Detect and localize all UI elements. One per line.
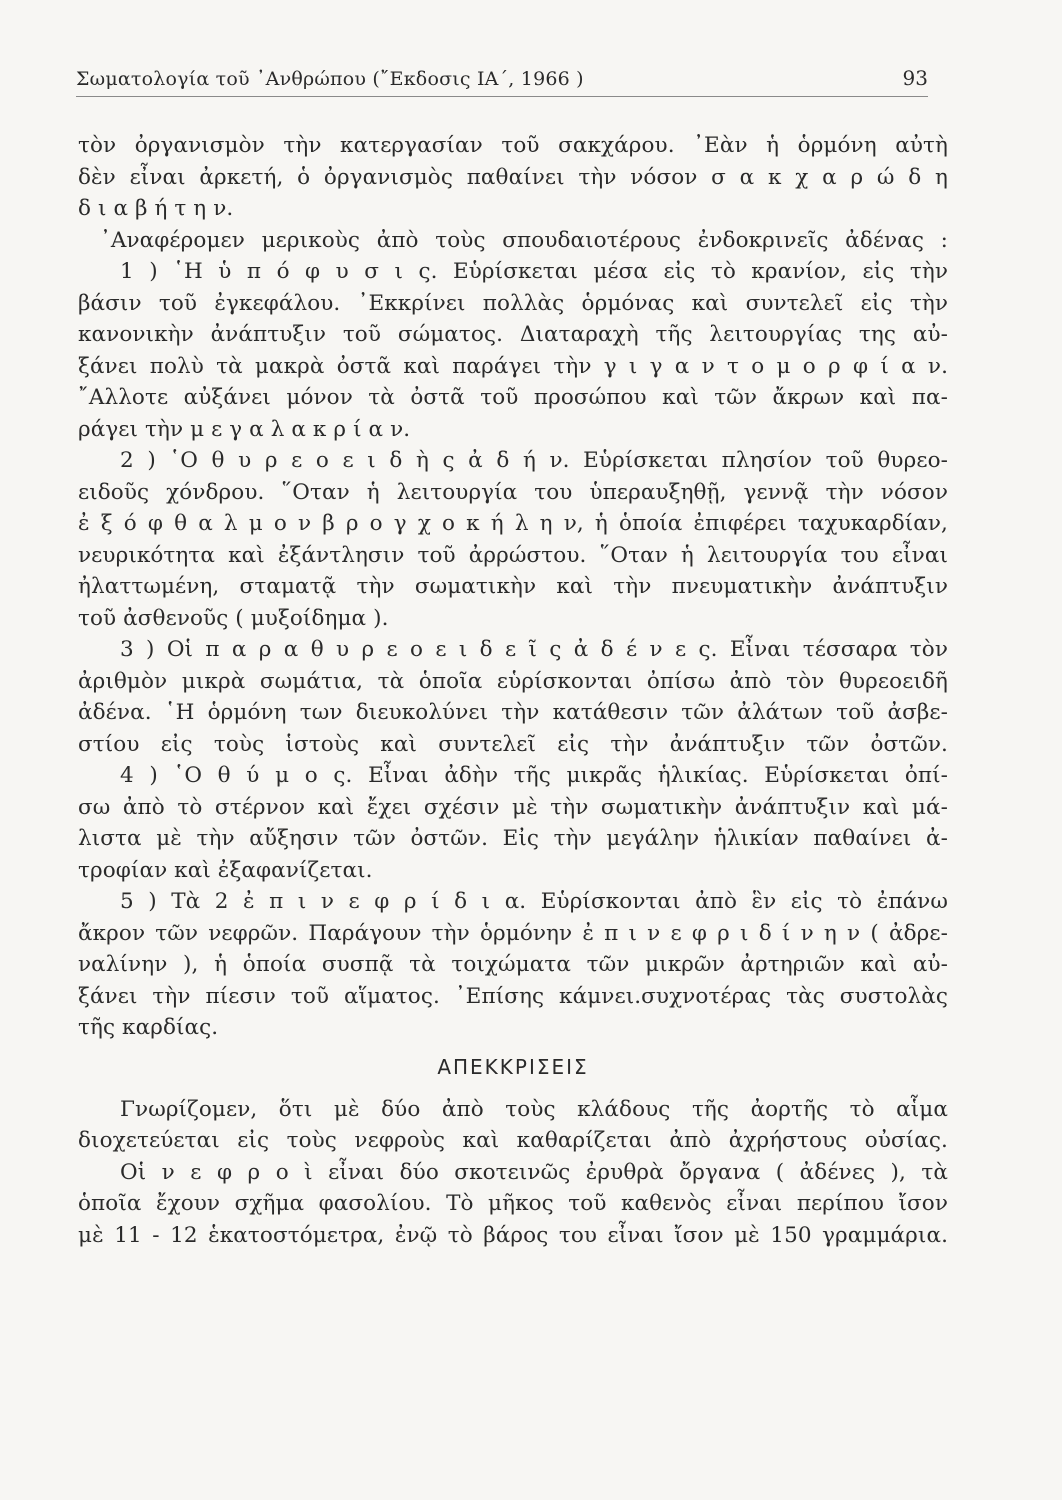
text-line: 3 ) Οἱ π α ρ α θ υ ρ ε ο ε ι δ ε ῖ ς ἀ δ έ ν ε ς. Εἶναι τέσσαρα τὸν: [120, 637, 948, 662]
section-heading: ΑΠΕΚΚΡΙΣΕΙΣ: [437, 1054, 589, 1079]
text-line: διοχετεύεται εἰς τοὺς νεφροὺς καὶ καθαρίζεται ἀπὸ ἀχρήστους οὐσίας.: [78, 1128, 948, 1153]
text-line: τὸν ὀργανισμὸν τὴν κατεργασίαν τοῦ σακχάρου. ᾿Εὰν ἡ ὁρμόνη αὐτὴ: [78, 133, 948, 158]
text-line: ξάνει πολὺ τὰ μακρὰ ὀστᾶ καὶ παράγει τὴν γ ι γ α ν τ ο μ ο ρ φ ί α ν.: [78, 353, 948, 379]
text-line: 2 ) ῾Ο θ υ ρ ε ο ε ι δ ὴ ς ἀ δ ή ν. Εὑρίσκεται πλησίον τοῦ θυρεο-: [120, 448, 948, 473]
text-line: ἠλαττωμένη, σταματᾷ τὴν σωματικὴν καὶ τὴν πνευματικὴν ἀνάπτυξιν: [78, 574, 948, 599]
text-line: λιστα μὲ τὴν αὔξησιν τῶν ὀστῶν. Εἰς τὴν μεγάλην ἡλικίαν παθαίνει ἀ-: [78, 826, 948, 851]
text-line: κανονικὴν ἀνάπτυξιν τοῦ σώματος. Διαταραχὴ τῆς λειτουργίας της αὐ-: [78, 322, 948, 347]
text-line: τῆς καρδίας.: [78, 1015, 219, 1040]
text-line: Οἱ ν ε φ ρ ο ὶ εἶναι δύο σκοτεινῶς ἐρυθρὰ ὄργανα ( ἀδένες ), τὰ: [120, 1159, 948, 1185]
text-line: ᾿Αναφέρομεν μερικοὺς ἀπὸ τοὺς σπουδαιοτέρους ἐνδοκρινεῖς ἀδένας :: [100, 227, 948, 253]
text-line: στίου εἰς τοὺς ἱστοὺς καὶ συντελεῖ εἰς τὴν ἀνάπτυξιν τῶν ὀστῶν.: [78, 731, 948, 757]
text-line: τοῦ ἀσθενοῦς ( μυξοίδημα ).: [78, 605, 389, 631]
text-line: ξάνει τὴν πίεσιν τοῦ αἵματος. ᾿Επίσης κάμνει.συχνοτέρας τὰς συστολὰς: [78, 983, 948, 1009]
text-line: ἀριθμὸν μικρὰ σωμάτια, τὰ ὁποῖα εὑρίσκονται ὀπίσω ἀπὸ τὸν θυρεοειδῆ: [78, 668, 948, 694]
text-line: ναλίνην ), ἡ ὁποία συσπᾷ τὰ τοιχώματα τῶν μικρῶν ἀρτηριῶν καὶ αὐ-: [78, 952, 948, 977]
text-line: ἐ ξ ό φ θ α λ μ ο ν β ρ ο γ χ ο κ ή λ η ν, ἡ ὁποία ἐπιφέρει ταχυκαρδίαν,: [78, 511, 948, 536]
text-line: τροφίαν καὶ ἐξαφανίζεται.: [78, 857, 373, 883]
text-line: ἄκρον τῶν νεφρῶν. Παράγουν τὴν ὁρμόνην ἐ π ι ν ε φ ρ ι δ ί ν η ν ( ἀδρε-: [78, 920, 948, 946]
text-line: δὲν εἶναι ἀρκετή, ὁ ὀργανισμὸς παθαίνει τὴν νόσον σ α κ χ α ρ ώ δ η: [78, 164, 948, 190]
text-line: ὁποῖα ἔχουν σχῆμα φασολίου. Τὸ μῆκος τοῦ καθενὸς εἶναι περίπου ἴσον: [78, 1191, 948, 1216]
text-line: Γνωρίζομεν, ὅτι μὲ δύο ἀπὸ τοὺς κλάδους τῆς ἀορτῆς τὸ αἷμα: [120, 1096, 948, 1122]
text-line: νευρικότητα καὶ ἐξάντλησιν τοῦ ἀρρώστου. ῞Οταν ἡ λειτουργία του εἶναι: [78, 542, 948, 568]
text-line: ράγει τὴν μ ε γ α λ α κ ρ ί α ν.: [78, 416, 411, 442]
text-line: δ ι α β ή τ η ν.: [78, 196, 234, 221]
text-line: ειδοῦς χόνδρου. ῞Οταν ἡ λειτουργία του ὑπεραυξηθῇ, γεννᾷ τὴν νόσον: [78, 479, 948, 505]
page-header: [76, 64, 928, 97]
text-line: βάσιν τοῦ ἐγκεφάλου. ᾿Εκκρίνει πολλὰς ὁρμόνας καὶ συντελεῖ εἰς τὴν: [78, 290, 948, 316]
text-line: μὲ 11 - 12 ἑκατοστόμετρα, ἐνῷ τὸ βάρος του εἶναι ἴσον μὲ 150 γραμμάρια.: [78, 1222, 948, 1248]
text-line: σω ἀπὸ τὸ στέρνον καὶ ἔχει σχέσιν μὲ τὴν σωματικὴν ἀνάπτυξιν καὶ μά-: [78, 794, 948, 820]
page-number: 93: [902, 66, 928, 90]
page-body: [78, 130, 948, 1251]
running-title: Σωματολογία τοῦ ᾿Ανθρώπου (῎Εκδοσις ΙΑ΄, 1966 ): [76, 68, 584, 90]
text-line: 5 ) Τὰ 2 ἐ π ι ν ε φ ρ ί δ ι α. Εὑρίσκονται ἀπὸ ἓν εἰς τὸ ἐπάνω: [120, 889, 948, 914]
text-line: 1 ) ῾Η ὑ π ό φ υ σ ι ς. Εὑρίσκεται μέσα εἰς τὸ κρανίον, εἰς τὴν: [120, 259, 948, 284]
section-gap: [78, 1084, 948, 1094]
text-line: 4 ) ῾Ο θ ύ μ ο ς. Εἶναι ἀδὴν τῆς μικρᾶς ἡλικίας. Εὑρίσκεται ὀπί-: [120, 763, 948, 788]
text-line: ῎Αλλοτε αὐξάνει μόνον τὰ ὀστᾶ τοῦ προσώπου καὶ τῶν ἄκρων καὶ πα-: [78, 385, 948, 410]
text-line: ἀδένα. ῾Η ὁρμόνη των διευκολύνει τὴν κατάθεσιν τῶν ἀλάτων τοῦ ἀσβε-: [78, 700, 948, 725]
